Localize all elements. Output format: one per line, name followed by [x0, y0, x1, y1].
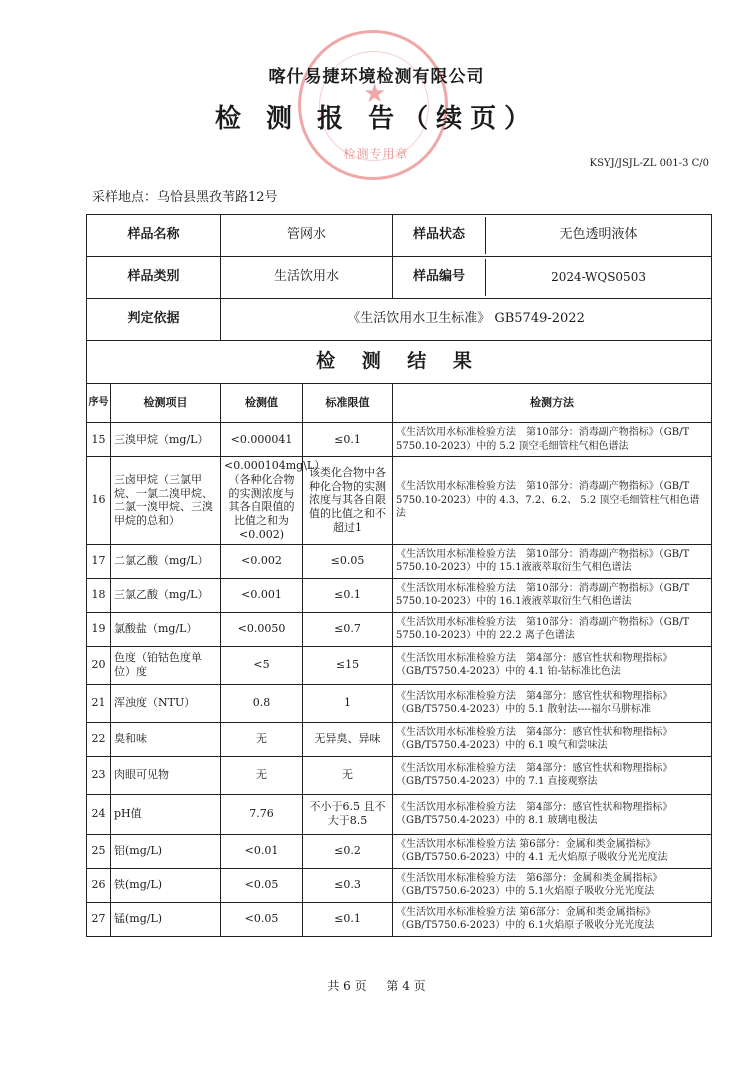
row-no: 23 — [87, 756, 111, 794]
row-no: 21 — [87, 684, 111, 722]
row-limit: ≤15 — [303, 646, 393, 684]
row-value: <0.05 — [221, 902, 303, 936]
row-item: 三卤甲烷（三氯甲烷、一氯二溴甲烷、二氯一溴甲烷、三溴甲烷的总和） — [111, 457, 221, 545]
row-value: <0.001 — [221, 578, 303, 612]
row-item: pH值 — [111, 794, 221, 834]
row-item: 臭和味 — [111, 722, 221, 756]
sample-no-value: 2024-WQS0503 — [551, 270, 646, 284]
sample-no-cell — [393, 257, 712, 299]
basis-label: 判定依据 — [87, 299, 221, 341]
row-limit: 无 — [303, 756, 393, 794]
sample-name-value: 管网水 — [221, 215, 393, 257]
row-method: 《生活饮用水标准检验方法 第10部分：消毒副产物指标》（GB/T 5750.10-2023）中的 22.2 离子色谱法 — [393, 612, 712, 646]
row-item: 三溴甲烷（mg/L） — [111, 423, 221, 457]
row-value: 无 — [221, 756, 303, 794]
row-value: <0.000104mg\L）（各种化合物的实测浓度与其各自限值的比值之和为<0.002) — [221, 457, 303, 545]
document-number: KSYJ/JSJL-ZL 001-3 C/0 — [589, 158, 709, 169]
row-item: 二氯乙酸（mg/L） — [111, 544, 221, 578]
sample-state-label: 样品状态 — [393, 217, 486, 254]
row-limit: 1 — [303, 684, 393, 722]
table-row — [87, 794, 712, 834]
company-name: 喀什易捷环境检测有限公司 — [268, 67, 485, 87]
row-method: 《生活饮用水标准检验方法 第6部分：金属和类金属指标》（GB/T5750.6-2023）中的 6.1火焰原子吸收分光光度法 — [393, 902, 712, 936]
row-value: <5 — [221, 646, 303, 684]
column-header-row — [87, 384, 712, 423]
results-title-row — [87, 341, 712, 384]
col-header-no: 序号 — [87, 384, 111, 423]
row-limit: ≤0.1 — [303, 423, 393, 457]
report-title: 检 测 报 告（续页） — [214, 104, 539, 134]
row-method: 《生活饮用水标准检验方法 第10部分：消毒副产物指标》（GB/T 5750.10-2023）中的 15.1液液萃取衍生气相色谱法 — [393, 544, 712, 578]
col-header-item: 检测项目 — [111, 384, 221, 423]
row-limit: ≤0.7 — [303, 612, 393, 646]
row-method: 《生活饮用水标准检验方法 第4部分：感官性状和物理指标》（GB/T5750.4-2023）中的 4.1 铂-钴标准比色法 — [393, 646, 712, 684]
sample-state-value: 无色透明液体 — [559, 227, 638, 243]
report-table — [86, 214, 712, 937]
row-method: 《生活饮用水标准检验方法 第4部分：感官性状和物理指标》（GB/T5750.4-2023）中的 7.1 直接观察法 — [393, 756, 712, 794]
row-method: 《生活饮用水标准检验方法 第6部分：金属和类金属指标》（GB/T5750.6-2023）中的 4.1 无火焰原子吸收分光光度法 — [393, 834, 712, 868]
table-row — [87, 756, 712, 794]
row-method: 《生活饮用水标准检验方法 第4部分：感官性状和物理指标》（GB/T5750.4-2023）中的 5.1 散射法----福尔马肼标准 — [393, 684, 712, 722]
row-limit: 该类化合物中各种化合物的实测浓度与其各自限值的比值之和不超过1 — [303, 457, 393, 545]
row-value: <0.002 — [221, 544, 303, 578]
row-limit: 不小于6.5 且不大于8.5 — [303, 794, 393, 834]
table-row — [87, 423, 712, 457]
row-item: 氯酸盐（mg/L） — [111, 612, 221, 646]
row-item: 铝(mg/L) — [111, 834, 221, 868]
row-no: 17 — [87, 544, 111, 578]
row-no: 15 — [87, 423, 111, 457]
seal-text: 检测专用章 — [343, 147, 409, 161]
info-row-sample-type — [87, 257, 712, 299]
row-limit: ≤0.1 — [303, 578, 393, 612]
row-value: <0.01 — [221, 834, 303, 868]
table-row — [87, 457, 712, 545]
info-row-sample-name — [87, 215, 712, 257]
row-item: 浑浊度（NTU） — [111, 684, 221, 722]
row-limit: ≤0.2 — [303, 834, 393, 868]
row-no: 18 — [87, 578, 111, 612]
row-item: 肉眼可见物 — [111, 756, 221, 794]
row-method: 《生活饮用水标准检验方法 第10部分：消毒副产物指标》（GB/T 5750.10-2023）中的 4.3、7.2、6.2、 5.2 顶空毛细管柱气相色谱法 — [393, 457, 712, 545]
current-page: 第 4 页 — [386, 979, 426, 993]
row-no: 24 — [87, 794, 111, 834]
table-row — [87, 684, 712, 722]
table-row — [87, 722, 712, 756]
sample-type-value: 生活饮用水 — [221, 257, 393, 299]
row-no: 26 — [87, 868, 111, 902]
col-header-method: 检测方法 — [393, 384, 712, 423]
basis-value: 《生活饮用水卫生标准》 GB5749-2022 — [221, 299, 712, 341]
row-no: 25 — [87, 834, 111, 868]
row-item: 色度（铂钴色度单位）度 — [111, 646, 221, 684]
row-method: 《生活饮用水标准检验方法 第10部分：消毒副产物指标》（GB/T 5750.10-2023）中的 5.2 顶空毛细管柱气相色谱法 — [393, 423, 712, 457]
row-limit: 无异臭、异味 — [303, 722, 393, 756]
seal-star-icon: ★ — [363, 79, 387, 109]
sample-no-label: 样品编号 — [393, 259, 486, 296]
result-rows — [87, 423, 712, 937]
sample-name-label: 样品名称 — [87, 215, 221, 257]
row-item: 锰(mg/L) — [111, 902, 221, 936]
sample-type-label: 样品类别 — [87, 257, 221, 299]
table-row — [87, 578, 712, 612]
row-no: 22 — [87, 722, 111, 756]
row-method: 《生活饮用水标准检验方法 第4部分：感官性状和物理指标》（GB/T5750.4-2023）中的 6.1 嗅气和尝味法 — [393, 722, 712, 756]
sample-state-cell — [393, 215, 712, 257]
row-no: 20 — [87, 646, 111, 684]
row-item: 铁(mg/L) — [111, 868, 221, 902]
row-limit: ≤0.1 — [303, 902, 393, 936]
row-value: <0.000041 — [221, 423, 303, 457]
info-row-basis — [87, 299, 712, 341]
table-row — [87, 868, 712, 902]
page-footer — [0, 977, 753, 994]
row-value: 7.76 — [221, 794, 303, 834]
row-value: <0.0050 — [221, 612, 303, 646]
row-method: 《生活饮用水标准检验方法 第6部分：金属和类金属指标》（GB/T5750.6-2023）中的 5.1火焰原子吸收分光光度法 — [393, 868, 712, 902]
row-value: 0.8 — [221, 684, 303, 722]
table-row — [87, 902, 712, 936]
row-limit: ≤0.05 — [303, 544, 393, 578]
row-method: 《生活饮用水标准检验方法 第4部分：感官性状和物理指标》（GB/T5750.4-2023）中的 8.1 玻璃电极法 — [393, 794, 712, 834]
row-no: 19 — [87, 612, 111, 646]
col-header-limit: 标准限值 — [303, 384, 393, 423]
table-row — [87, 834, 712, 868]
sampling-location: 采样地点：乌恰县黑孜苇路12号 — [92, 190, 278, 205]
col-header-value: 检测值 — [221, 384, 303, 423]
row-method: 《生活饮用水标准检验方法 第10部分：消毒副产物指标》（GB/T 5750.10-2023）中的 16.1液液萃取衍生气相色谱法 — [393, 578, 712, 612]
table-row — [87, 646, 712, 684]
row-limit: ≤0.3 — [303, 868, 393, 902]
table-row — [87, 612, 712, 646]
row-no: 27 — [87, 902, 111, 936]
table-row — [87, 544, 712, 578]
row-no: 16 — [87, 457, 111, 545]
row-value: 无 — [221, 722, 303, 756]
results-title: 检 测 结 果 — [87, 341, 712, 384]
row-item: 三氯乙酸（mg/L） — [111, 578, 221, 612]
row-value: <0.05 — [221, 868, 303, 902]
total-pages: 共 6 页 — [327, 979, 367, 993]
